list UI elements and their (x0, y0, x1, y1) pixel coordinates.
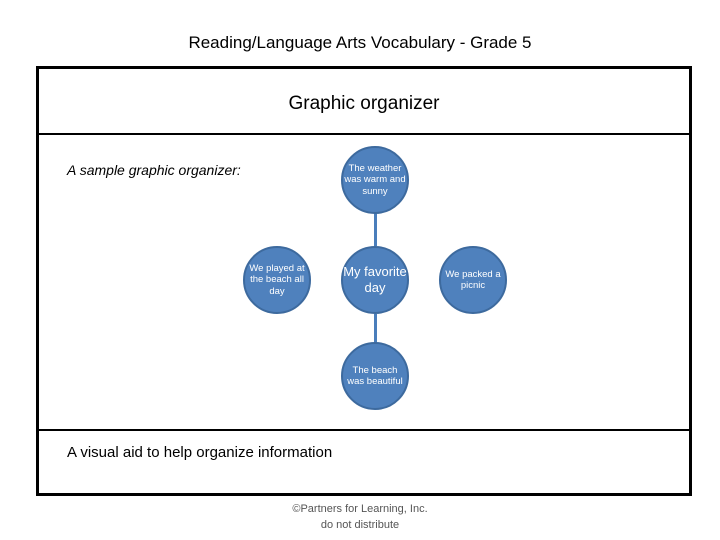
organizer-node-right-label: We packed a picnic (445, 268, 501, 291)
page-header-title: Reading/Language Arts Vocabulary - Grade 5 (188, 33, 532, 52)
organizer-node-top (341, 146, 409, 214)
organizer-node-bottom (341, 342, 409, 410)
definition-band (39, 429, 689, 495)
organizer-node-left (243, 246, 311, 314)
distribution-notice: do not distribute (320, 518, 400, 531)
sample-label: A sample graphic organizer: (67, 162, 241, 178)
slide-title: Graphic organizer (288, 93, 440, 114)
title-band (39, 69, 689, 135)
organizer-node-center (341, 246, 409, 314)
copyright-line: ©Partners for Learning, Inc. (292, 503, 428, 515)
organizer-node-bottom-label: The beach was beautiful (347, 364, 403, 387)
definition-text: A visual aid to help organize information (67, 444, 333, 461)
copyright-footer (260, 502, 460, 534)
connector-bottom (374, 314, 377, 344)
organizer-node-right (439, 246, 507, 314)
organizer-node-top-label: The weather was warm and sunny (344, 163, 406, 197)
organizer-node-center-label: My favorite day (343, 264, 407, 295)
organizer-node-left-label: We played at the beach all day (249, 263, 305, 297)
